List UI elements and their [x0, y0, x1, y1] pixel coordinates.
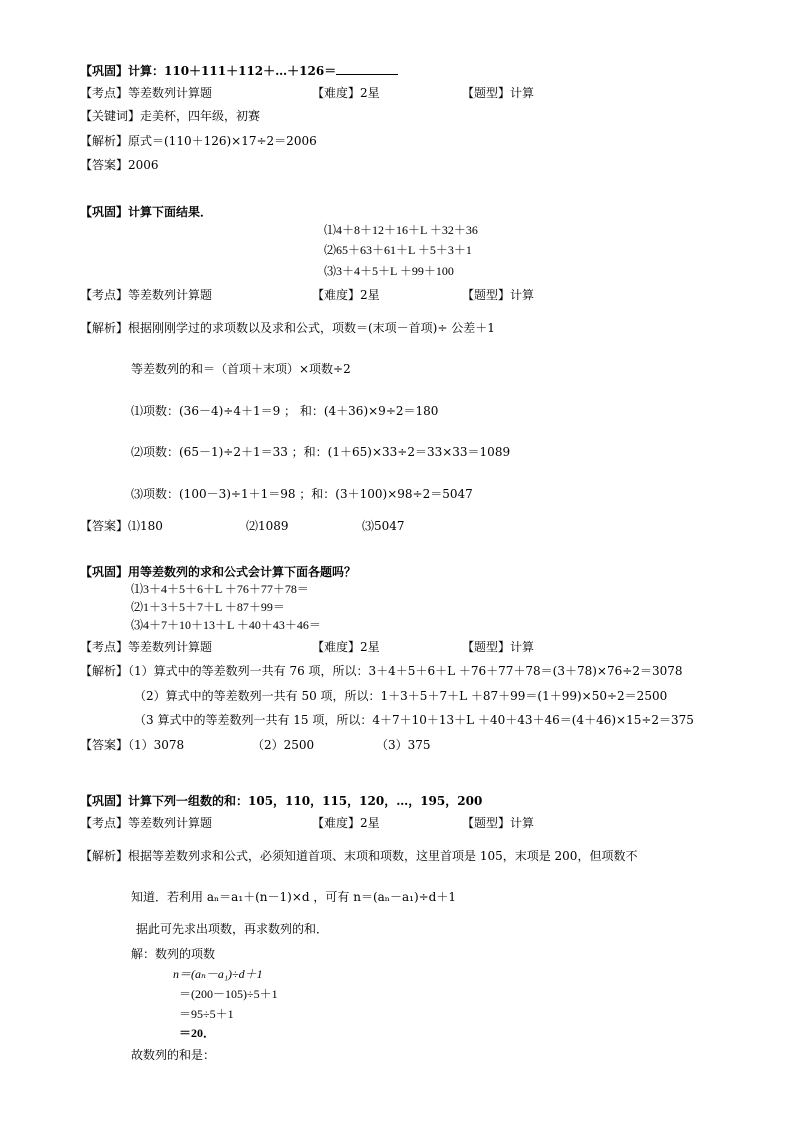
q3-nandu: 【难度】2星: [312, 640, 380, 654]
q2-answer-2: ⑵1089: [246, 519, 289, 533]
q2-tixing: 【题型】计算: [462, 288, 535, 302]
q2-step-3: ⑶项数：(100－3)÷1＋1＝98 ；和：(3＋100)×98÷2＝5047: [131, 487, 473, 501]
q4-tixing: 【题型】计算: [462, 816, 535, 830]
q3-item-1: ⑴3＋4＋5＋6＋L ＋76＋77＋78＝: [131, 582, 309, 596]
q3-answer-2: （2）2500: [252, 738, 315, 752]
q2-item-3: ⑶3＋4＋5＋L ＋99＋100: [324, 264, 454, 278]
q3-tixing: 【题型】计算: [462, 640, 535, 654]
q3-item-3: ⑶4＋7＋10＋13＋L ＋40＋43＋46＝: [131, 618, 321, 632]
q2-item-1: ⑴4＋8＋12＋16＋L ＋32＋36: [324, 223, 478, 237]
q2-kaodian: 【考点】等差数列计算题: [80, 288, 213, 302]
q2-answer-3: ⑶5047: [362, 519, 405, 533]
q4-line-4: 解：数列的项数: [131, 947, 216, 961]
q2-item-2: ⑵65＋63＋61＋L ＋5＋3＋1: [324, 243, 472, 257]
q4-kaodian: 【考点】等差数列计算题: [80, 816, 213, 830]
q1-title: 【巩固】计算：110＋111＋112＋…＋126＝: [80, 63, 398, 79]
q2-answer-1: 【答案】⑴180: [80, 519, 163, 533]
q3-answer-1: 【答案】（1）3078: [80, 738, 185, 752]
q4-title: 【巩固】计算下列一组数的和：105，110，115，120，…，195，200: [80, 794, 483, 808]
answer-blank: [336, 63, 398, 75]
q4-line-3: 据此可先求出项数，再求数列的和．: [136, 922, 329, 936]
q3-title: 【巩固】用等差数列的求和公式会计算下面各题吗？: [80, 565, 357, 579]
q3-jiexi-1: 【解析】（1）算式中的等差数列一共有 76 项，所以：3＋4＋5＋6＋L ＋76＋77＋78＝(3＋78)×76÷2＝3078: [80, 664, 683, 678]
q3-jiexi-3: （3 算式中的等差数列一共有 15 项，所以：4＋7＋10＋13＋L ＋40＋43＋46＝(4＋46)×15÷2＝375: [134, 713, 694, 727]
q2-step-1: ⑴项数：(36－4)÷4＋1＝9 ； 和：(4＋36)×9÷2＝180: [131, 404, 439, 418]
q1-nandu: 【难度】2星: [312, 86, 380, 100]
q2-step-2: ⑵项数：(65－1)÷2＋1＝33 ；和：(1＋65)×33÷2＝33×33＝1089: [131, 445, 511, 459]
q4-calc-4: ＝20．: [179, 1026, 216, 1040]
q3-item-2: ⑵1＋3＋5＋7＋L ＋87＋99＝: [131, 600, 285, 614]
q1-answer: 【答案】2006: [80, 158, 159, 172]
q2-formula: 等差数列的和＝（首项＋末项）×项数÷2: [131, 362, 351, 376]
q1-jiexi: 【解析】原式＝(110＋126)×17÷2＝2006: [80, 134, 317, 148]
q1-tixing: 【题型】计算: [462, 86, 535, 100]
q2-nandu: 【难度】2星: [312, 288, 380, 302]
q1-kaodian: 【考点】等差数列计算题: [80, 86, 213, 100]
q4-calc-3: ＝95÷5＋1: [179, 1007, 234, 1021]
q2-title: 【巩固】计算下面结果．: [80, 205, 213, 219]
q2-jiexi: 【解析】根据刚刚学过的求项数以及求和公式，项数＝(末项－首项)÷ 公差＋1: [80, 321, 495, 335]
q1-keywords: 【关键词】走美杯，四年级，初赛: [80, 109, 261, 123]
q4-line-2: 知道．若利用 aₙ＝a₁＋(n－1)×d ，可有 n＝(aₙ－a₁)÷d＋1: [131, 890, 456, 904]
q3-jiexi-2: （2）算式中的等差数列一共有 50 项，所以：1＋3＋5＋7＋L ＋87＋99＝(1＋99)×50÷2＝2500: [134, 689, 668, 703]
q4-jiexi: 【解析】根据等差数列求和公式，必须知道首项、末项和项数，这里首项是 105，末项是 200，但项数不: [80, 849, 638, 863]
q4-calc-2: ＝(200－105)÷5＋1: [179, 987, 278, 1001]
q4-line-5: 故数列的和是：: [131, 1048, 216, 1062]
q3-answer-3: （3）375: [376, 738, 431, 752]
q3-kaodian: 【考点】等差数列计算题: [80, 640, 213, 654]
q4-nandu: 【难度】2星: [312, 816, 380, 830]
q4-calc-1: n＝(aₙ－a₁)÷d＋1: [173, 967, 263, 981]
